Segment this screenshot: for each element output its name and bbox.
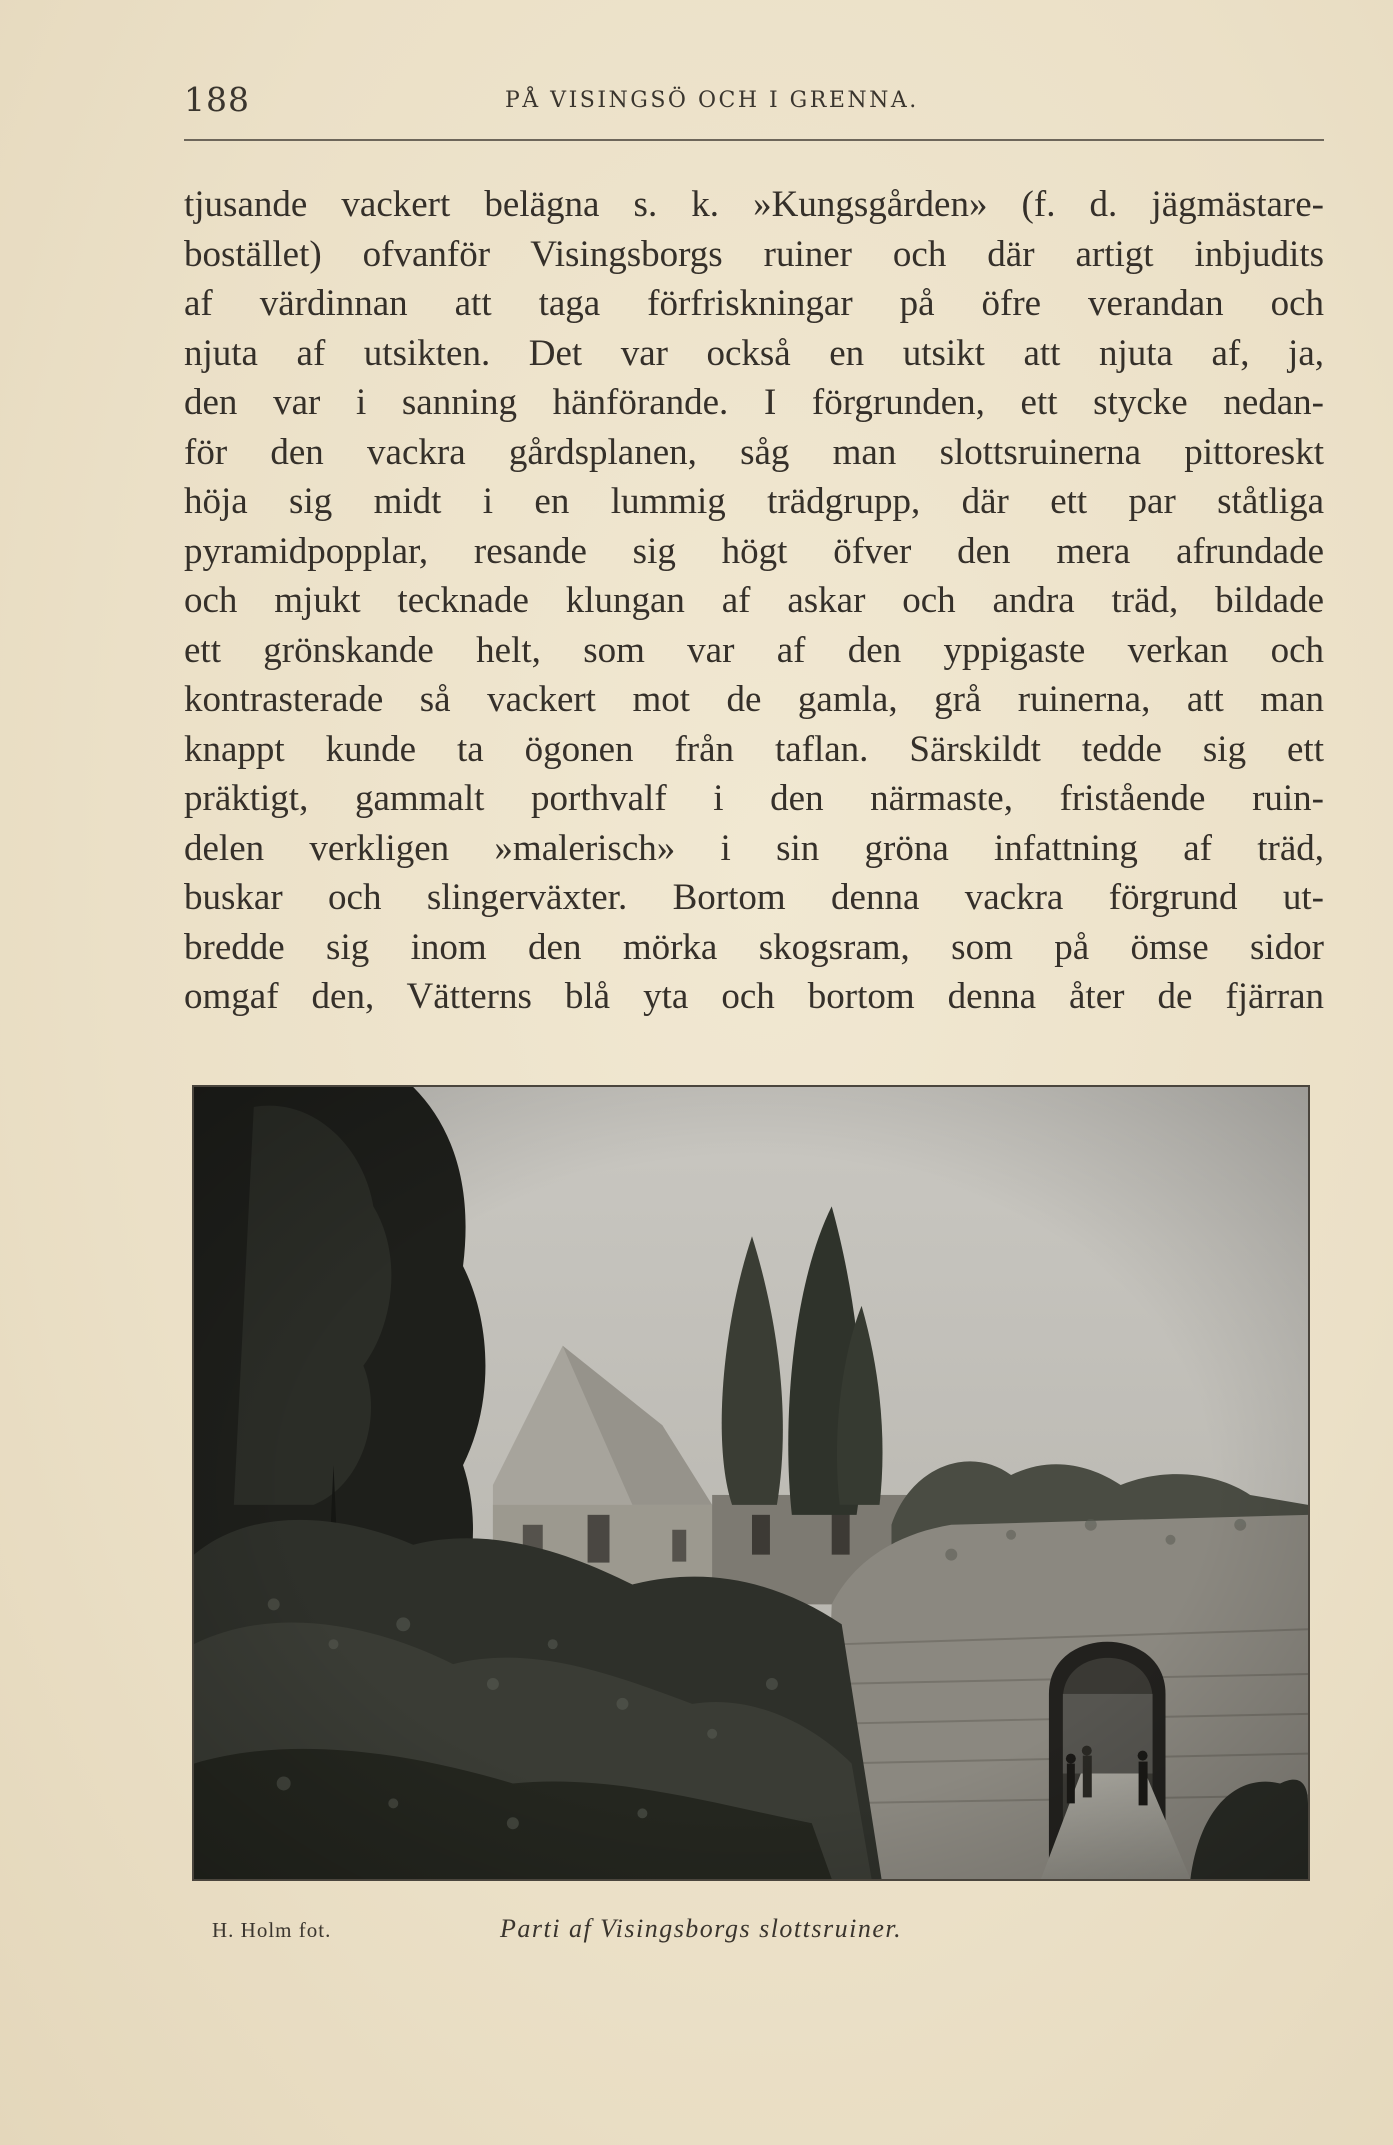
- text-line: kontrasterade så vackert mot de gamla, grå ruinerna, att man: [184, 679, 1324, 720]
- text-line: af värdinnan att taga förfriskningar på öfre verandan och: [184, 283, 1324, 324]
- text-line: omgaf den, Vätterns blå yta och bortom denna åter de fjärran: [184, 976, 1324, 1017]
- text-line: bredde sig inom den mörka skogsram, som på ömse sidor: [184, 926, 1324, 968]
- text-line: buskar och slingerväxter. Bortom denna vackra förgrund ut-: [184, 877, 1324, 918]
- text-line: tjusande vackert belägna s. k. »Kungsgården» (f. d. jägmästare-: [184, 184, 1324, 225]
- text-line: den var i sanning hänförande. I förgrunden, ett stycke nedan-: [184, 382, 1324, 423]
- text-line: höja sig midt i en lummig trädgrupp, där ett par ståtliga: [184, 481, 1324, 522]
- figure-caption: Parti af Visingsborgs slottsruiner.: [500, 1914, 903, 1943]
- text-line: knappt kunde ta ögonen från taflan. Särskildt tedde sig ett: [184, 728, 1324, 770]
- text-line: delen verkligen »malerisch» i sin gröna infattning af träd,: [184, 827, 1324, 869]
- text-line: pyramidpopplar, resande sig högt öfver den mera afrundade: [184, 530, 1324, 572]
- photo-credit: H. Holm fot.: [212, 1918, 332, 1942]
- text-line: ett grönskande helt, som var af den yppigaste verkan och: [184, 629, 1324, 671]
- ruins-photo-illustration: [194, 1087, 1308, 1879]
- running-head: PÅ VISINGSÖ OCH I GRENNA.: [505, 88, 919, 113]
- text-line: och mjukt tecknade klungan af askar och andra träd, bildade: [184, 580, 1324, 621]
- text-line: njuta af utsikten. Det var också en utsikt att njuta af, ja,: [184, 332, 1324, 374]
- body-paragraph: [184, 180, 1324, 1022]
- text-line: för den vackra gårdsplanen, såg man slottsruinerna pittoreskt: [184, 431, 1324, 473]
- header-rule: [184, 139, 1324, 141]
- text-line: präktigt, gammalt porthvalf i den närmaste, fristående ruin-: [184, 778, 1324, 819]
- text-line: bostället) ofvanför Visingsborgs ruiner och där artigt inbjudits: [184, 233, 1324, 275]
- page-number: 188: [184, 80, 250, 119]
- ruins-photograph: [192, 1085, 1310, 1881]
